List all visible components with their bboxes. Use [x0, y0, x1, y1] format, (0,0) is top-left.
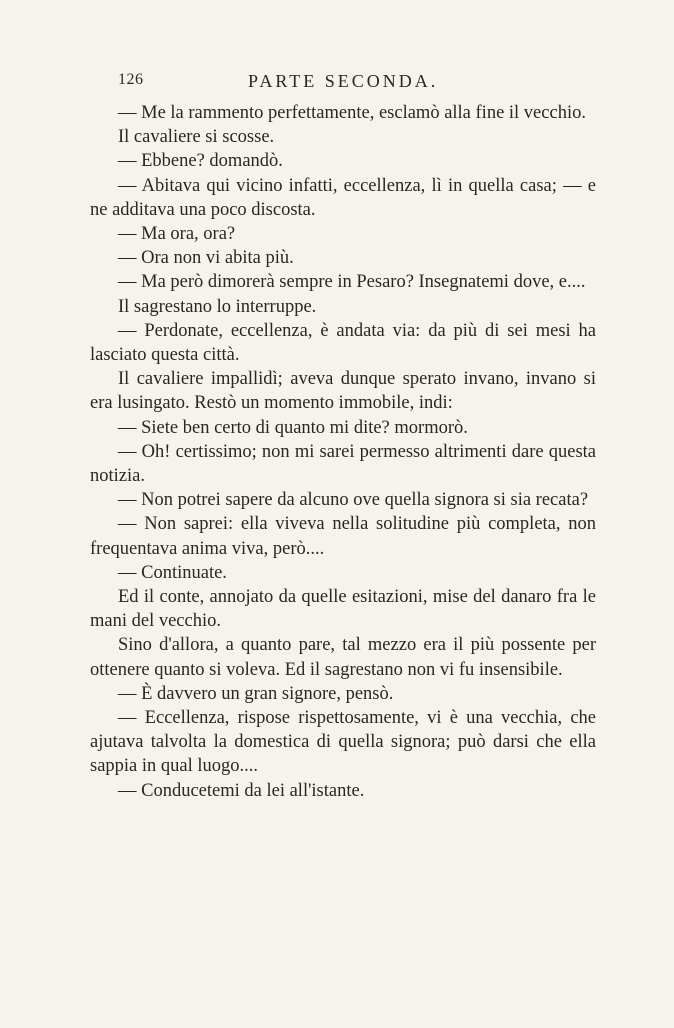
- running-title: PARTE SECONDA.: [248, 71, 439, 91]
- paragraph: Sino d'allora, a quanto pare, tal mezzo era il più possente per ottenere quanto si voleva. Ed il sagrestano non vi fu insensibile.: [90, 635, 596, 680]
- paragraph: — È davvero un gran signore, pensò.: [118, 683, 394, 704]
- paragraph: — Continuate.: [118, 562, 227, 583]
- paragraph: — Ma però dimorerà sempre in Pesaro? Insegnatemi dove, e....: [118, 272, 586, 293]
- paragraph: — Ebbene? domandò.: [118, 151, 283, 172]
- paragraph: — Ora non vi abita più.: [118, 248, 294, 269]
- paragraph: Il sagrestano lo interruppe.: [118, 296, 317, 317]
- paragraph: Ed il conte, annojato da quelle esitazioni, mise del danaro fra le mani del vecchio.: [90, 587, 596, 632]
- paragraph: — Siete ben certo di quanto mi dite? mormorò.: [118, 417, 468, 438]
- paragraph: — Eccellenza, rispose rispettosamente, vi è una vecchia, che ajutava talvolta la domestica di quella signora; può darsi che ella sappia in qual luogo....: [90, 708, 596, 777]
- paragraph: — Abitava qui vicino infatti, eccellenza, lì in quella casa; — e ne additava una poco discosta.: [90, 175, 596, 220]
- paragraph: Il cavaliere si scosse.: [118, 127, 275, 148]
- paragraph: — Non potrei sapere da alcuno ove quella signora si sia recata?: [118, 490, 589, 511]
- paragraph: Il cavaliere impallidì; aveva dunque sperato invano, invano si era lusingato. Restò un momento immobile, indi:: [90, 369, 596, 414]
- page-header: [118, 71, 604, 93]
- paragraph: — Ma ora, ora?: [118, 224, 236, 245]
- paragraph: — Perdonate, eccellenza, è andata via: da più di sei mesi ha lasciato questa città.: [90, 320, 596, 366]
- body-text: [90, 101, 596, 803]
- paragraph: — Non saprei: ella viveva nella solitudine più completa, non frequentava anima viva, però....: [90, 514, 596, 559]
- page-number: 126: [118, 71, 144, 88]
- paragraph: — Me la rammento perfettamente, esclamò alla fine il vecchio.: [118, 103, 586, 123]
- paragraph: — Conducetemi da lei all'istante.: [118, 780, 365, 801]
- paragraph: — Oh! certissimo; non mi sarei permesso altrimenti dare questa notizia.: [90, 441, 596, 487]
